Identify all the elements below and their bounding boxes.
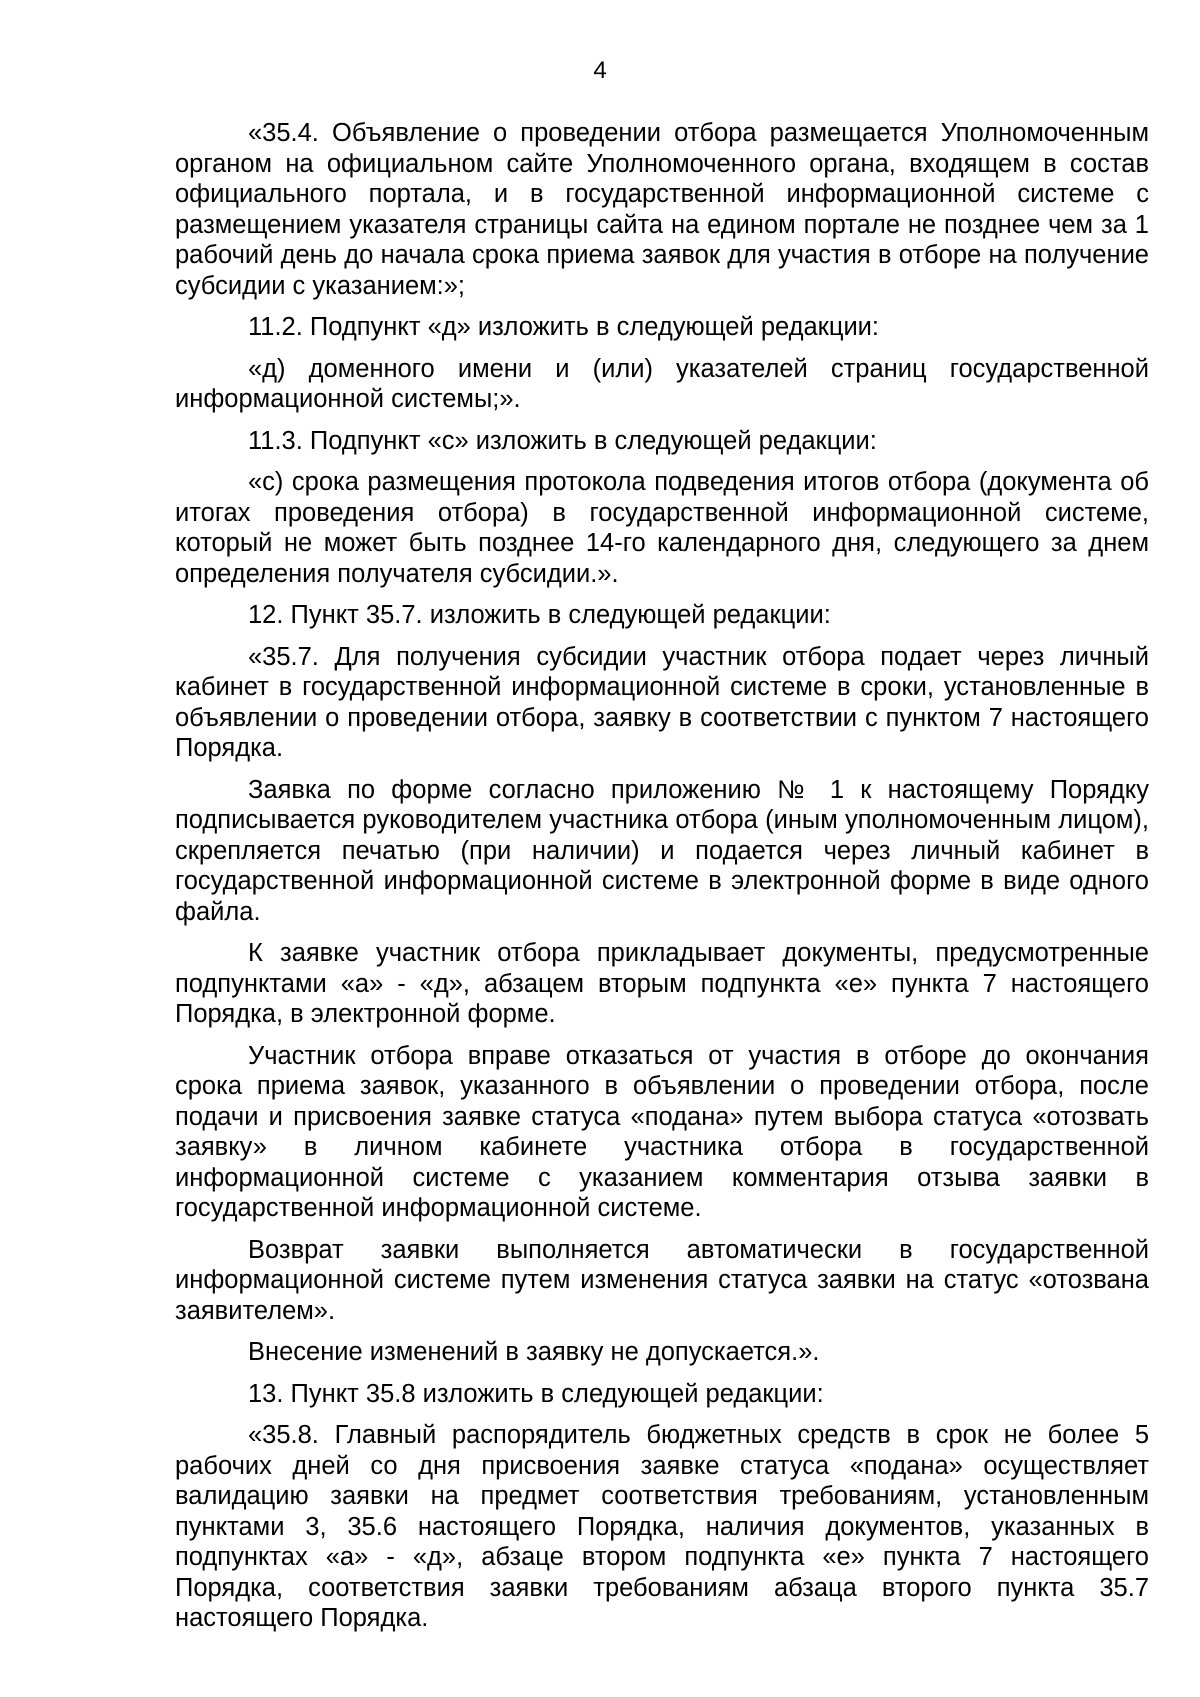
paragraph-12: 12. Пункт 35.7. изложить в следующей редакции: [248, 601, 831, 629]
document-body [175, 118, 1149, 1645]
paragraph-13: 13. Пункт 35.8 изложить в следующей редакции: [248, 1379, 824, 1408]
paragraph-subpoint-s: «с) срока размещения протокола подведения итогов отбора (документа об итогах проведения отбора) в государственной информационной системе, который не может быть позднее 14-го календарного дня, следующего за днем определения получателя субсидии.». [175, 468, 1149, 588]
paragraph-no-changes: Внесение изменений в заявку не допускается.». [248, 1338, 820, 1366]
page-number: 4 [593, 57, 607, 84]
paragraph-35-4: «35.4. Объявление о проведении отбора размещается Уполномоченным органом на официальном сайте Уполномоченного органа, входящем в состав официального портала, и в государственной информационной системе с размещением указателя страницы сайта на едином портале не позднее чем за 1 рабочий день до начала срока приема заявок для участия в отборе на получение субсидии с указанием:»; [175, 119, 1149, 300]
paragraph-35-7: «35.7. Для получения субсидии участник отбора подает через личный кабинет в государственной информационной системе в сроки, установленные в объявлении о проведении отбора, заявку в соответствии с пунктом 7 настоящего Порядка. [175, 642, 1149, 762]
paragraph-return: Возврат заявки выполняется автоматически в государственной информационной системе путем изменения статуса заявки на статус «отозвана заявителем». [175, 1235, 1149, 1325]
paragraph-11-2: 11.2. Подпункт «д» изложить в следующей редакции: [248, 313, 880, 341]
paragraph-application-form: Заявка по форме согласно приложению № 1 к настоящему Порядку подписывается руководителем участника отбора (иным уполномоченным лицом), скрепляется печатью (при наличии) и подается через личный кабинет в государственной информационной системе в электронной форме в виде одного файла. [175, 775, 1149, 926]
paragraph-subpoint-d: «д) доменного имени и (или) указателей страниц государственной информационной системы;». [175, 354, 1149, 413]
paragraph-35-8: «35.8. Главный распорядитель бюджетных средств в срок не более 5 рабочих дней со дня присвоения заявке статуса «подана» осуществляет валидацию заявки на предмет соответствия требованиям, установленным пунктами 3, 35.6 настоящего Порядка, наличия документов, указанных в подпунктах «а» - «д», абзаце втором подпункта «е» пункта 7 настоящего Порядка, соответствия заявки требованиям абзаца второго пункта 35.7 настоящего Порядка. [175, 1421, 1149, 1632]
paragraph-withdrawal: Участник отбора вправе отказаться от участия в отборе до окончания срока приема заявок, указанного в объявлении о проведении отбора, после подачи и присвоения заявке статуса «подана» путем выбора статуса «отозвать заявку» в личном кабинете участника отбора в государственной информационной системе с указанием комментария отзыва заявки в государственной информационной системе. [175, 1041, 1149, 1222]
paragraph-11-3: 11.3. Подпункт «с» изложить в следующей редакции: [248, 426, 877, 455]
paragraph-attachments: К заявке участник отбора прикладывает документы, предусмотренные подпунктами «а» - «д», абзацем вторым подпункта «е» пункта 7 настоящего Порядка, в электронной форме. [175, 939, 1149, 1028]
